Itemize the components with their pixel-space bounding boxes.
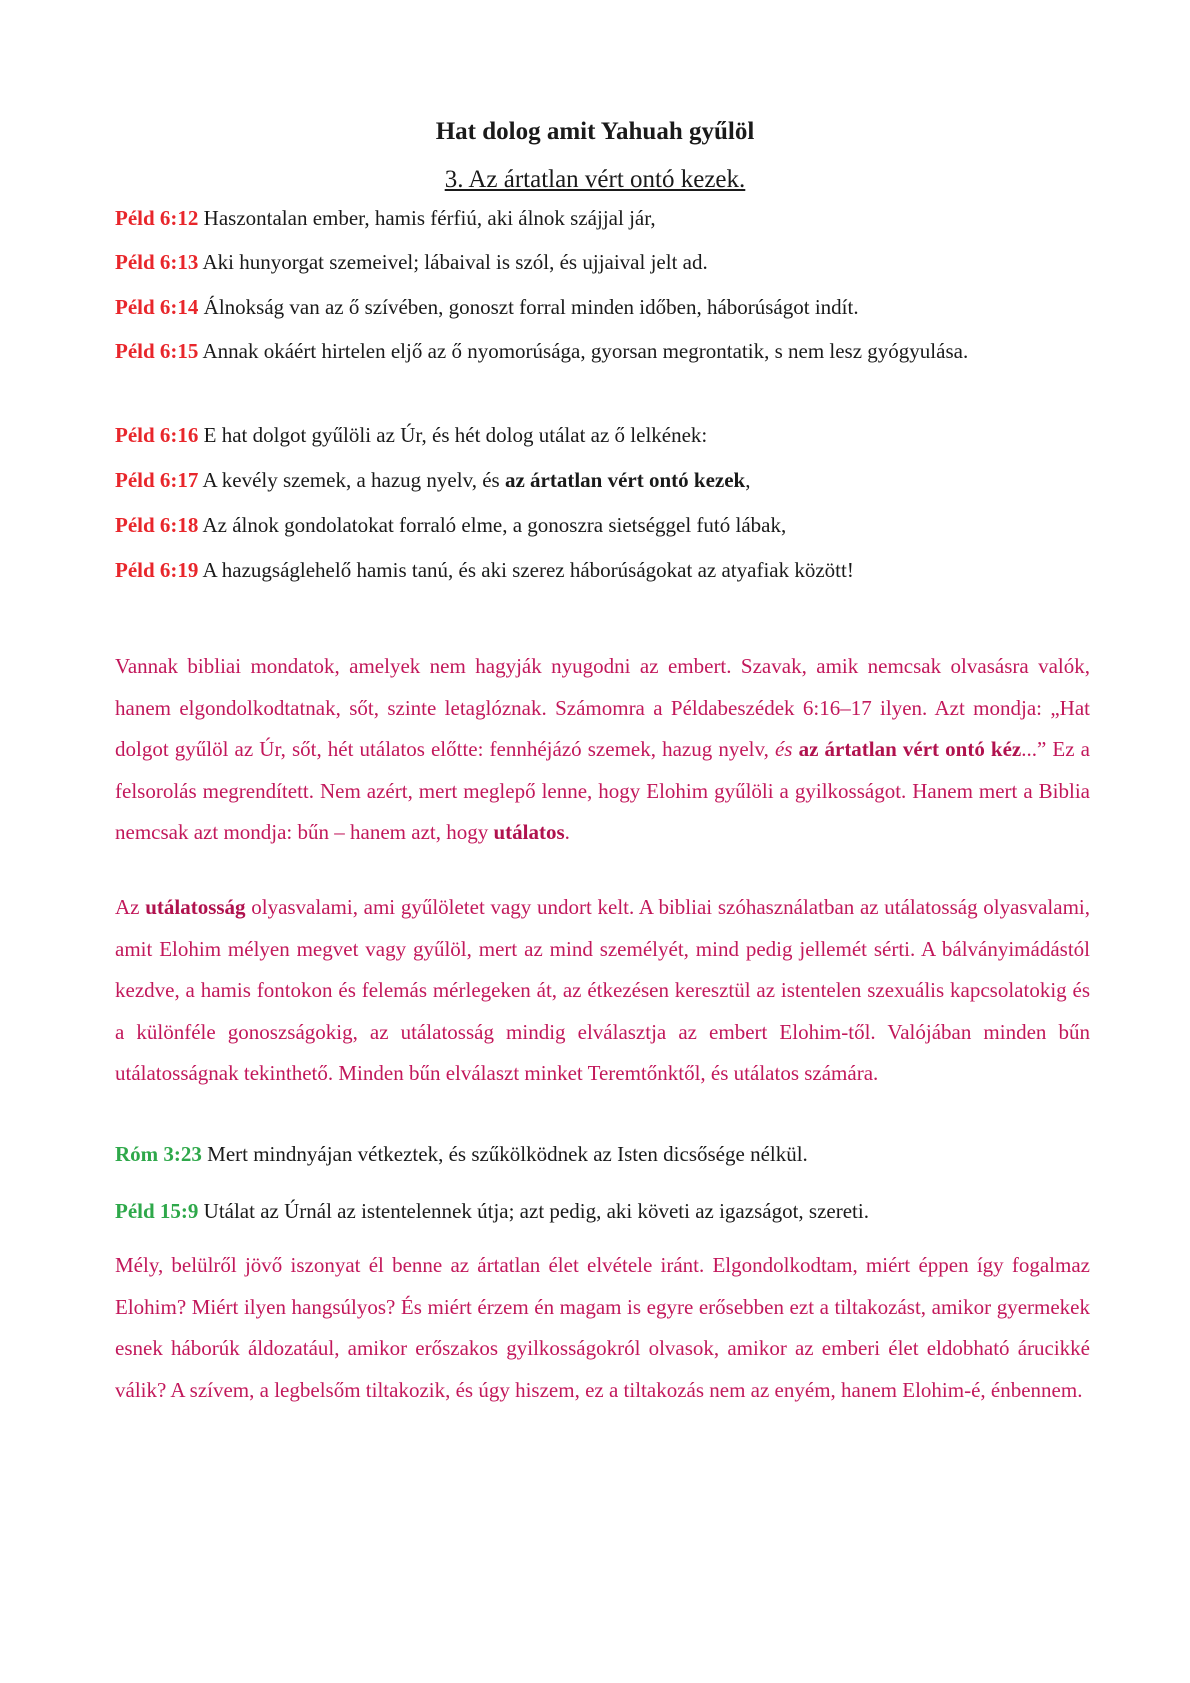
paragraph-text: olyasvalami, ami gyűlöletet vagy undort kelt. A bibliai szóhasználatban az utálatosság olyasvalami, amit Elohim mélyen megvet vagy gyűlöl, mert az mind személyét, mind pedig jellemét sérti. A bálványimádástól kezdve, a hamis fontokon és felemás mérlegeken át, az étkezésen keresztül az istentelen szexuális kapcsolatokig és a különféle gonoszságokig, az utálatosság mindig elválasztja az embert Elohim-től. Valójában minden bűn utálatosságnak tekinthető. Minden bűn elválaszt minket Teremtőnktől, és utálatos számára. xyxy=(115,895,1090,1085)
verse-text: Álnokság van az ő szívében, gonoszt forral minden időben, háborúságot indít. xyxy=(198,295,859,319)
paragraph-bold: utálatos xyxy=(493,820,565,844)
verse-text: A kevély szemek, a hazug nyelv, és xyxy=(198,468,505,492)
commentary-paragraph-2 xyxy=(115,887,1090,1095)
verse-ref: Péld 6:13 xyxy=(115,250,199,274)
verse-ref: Péld 6:12 xyxy=(115,206,199,230)
verse-ref: Péld 6:17 xyxy=(115,468,199,492)
verse-text: Utálat az Úrnál az istentelennek útja; azt pedig, aki követi az igazságot, szereti. xyxy=(198,1199,869,1223)
verse-ref: Péld 6:15 xyxy=(115,339,199,363)
verse-peld-15-9 xyxy=(115,1191,1090,1232)
verse-6-18 xyxy=(115,505,1090,546)
verse-text: Haszontalan ember, hamis férfiú, aki álnok szájjal jár, xyxy=(198,206,656,230)
paragraph-text: Vannak bibliai mondatok, amelyek nem hagyják nyugodni az embert. Szavak, amik nemcsak olvasásra valók, hanem elgondolkodtatnak, sőt, szinte letaglóznak. Számomra a Példabeszédek 6:16–17 ilyen. Azt mondja: „Hat dolgot gyűlöl az Úr, sőt, hét utálatos előtte: fennhéjázó szemek, hazug nyelv, xyxy=(115,654,1090,761)
verse-ref: Péld 6:16 xyxy=(115,423,199,447)
verse-text-bold: az ártatlan vért ontó kezek xyxy=(504,468,746,492)
verse-text: Az álnok gondolatokat forraló elme, a gonoszra sietséggel futó lábak, xyxy=(198,513,787,537)
verse-ref: Róm 3:23 xyxy=(115,1142,202,1166)
commentary-paragraph-1 xyxy=(115,646,1090,854)
paragraph-italic: és xyxy=(774,737,793,761)
verse-6-15 xyxy=(115,331,1015,372)
verse-6-19 xyxy=(115,550,1090,591)
paragraph-bold: utálatosság xyxy=(145,895,246,919)
paragraph-bold: az ártatlan vért ontó kéz xyxy=(798,737,1022,761)
verse-ref: Péld 6:14 xyxy=(115,295,199,319)
verse-text-end: , xyxy=(745,468,751,492)
verse-6-14 xyxy=(115,287,1090,328)
verse-text: Mert mindnyájan vétkeztek, és szűkölködnek az Isten dicsősége nélkül. xyxy=(201,1142,808,1166)
verse-6-12 xyxy=(115,198,1090,239)
verse-text: A hazugságlehelő hamis tanú, és aki szerez háborúságokat az atyafiak között! xyxy=(198,558,854,582)
verse-6-16 xyxy=(115,415,1090,456)
commentary-paragraph-3: Mély, belülről jövő iszonyat él benne az ártatlan élet elvétele iránt. Elgondolkodtam, miért éppen így fogalmaz Elohim? Miért ilyen hangsúlyos? És miért érzem én magam is egyre erősebben ezt a tiltakozást, amikor gyermekek esnek háborúk áldozatául, amikor erőszakos gyilkosságokról olvasok, amikor az emberi élet eldobható árucikké válik? A szívem, a legbelsőm tiltakozik, és úgy hiszem, ez a tiltakozás nem az enyém, hanem Elohim-é, énbennem. xyxy=(115,1253,1090,1402)
verse-ref: Péld 15:9 xyxy=(115,1199,199,1223)
verse-6-13 xyxy=(115,242,1090,283)
verse-ref: Péld 6:19 xyxy=(115,558,199,582)
paragraph-text: ...” Ez a felsorolás megrendített. Nem azért, mert meglepő lenne, hogy Elohim gyűlöli a gyilkosságot. Hanem mert a Biblia nemcsak azt mondja: bűn – hanem azt, hogy xyxy=(115,737,1090,844)
verse-text: Annak okáért hirtelen eljő az ő nyomorúsága, gyorsan megrontatik, s nem lesz gyógyulása. xyxy=(198,339,969,363)
verse-text: E hat dolgot gyűlöli az Úr, és hét dolog utálat az ő lelkének: xyxy=(198,423,708,447)
page-title: Hat dolog amit Yahuah gyűlöl xyxy=(435,118,755,145)
page-subtitle: 3. Az ártatlan vért ontó kezek. xyxy=(444,166,746,193)
verse-ref: Péld 6:18 xyxy=(115,513,199,537)
paragraph-end: . xyxy=(564,820,570,844)
verse-rom-3-23 xyxy=(115,1134,1090,1175)
verse-6-17 xyxy=(115,460,1090,501)
verse-text: Aki hunyorgat szemeivel; lábaival is szól, és ujjaival jelt ad. xyxy=(198,250,708,274)
paragraph-text: Az xyxy=(115,895,146,919)
